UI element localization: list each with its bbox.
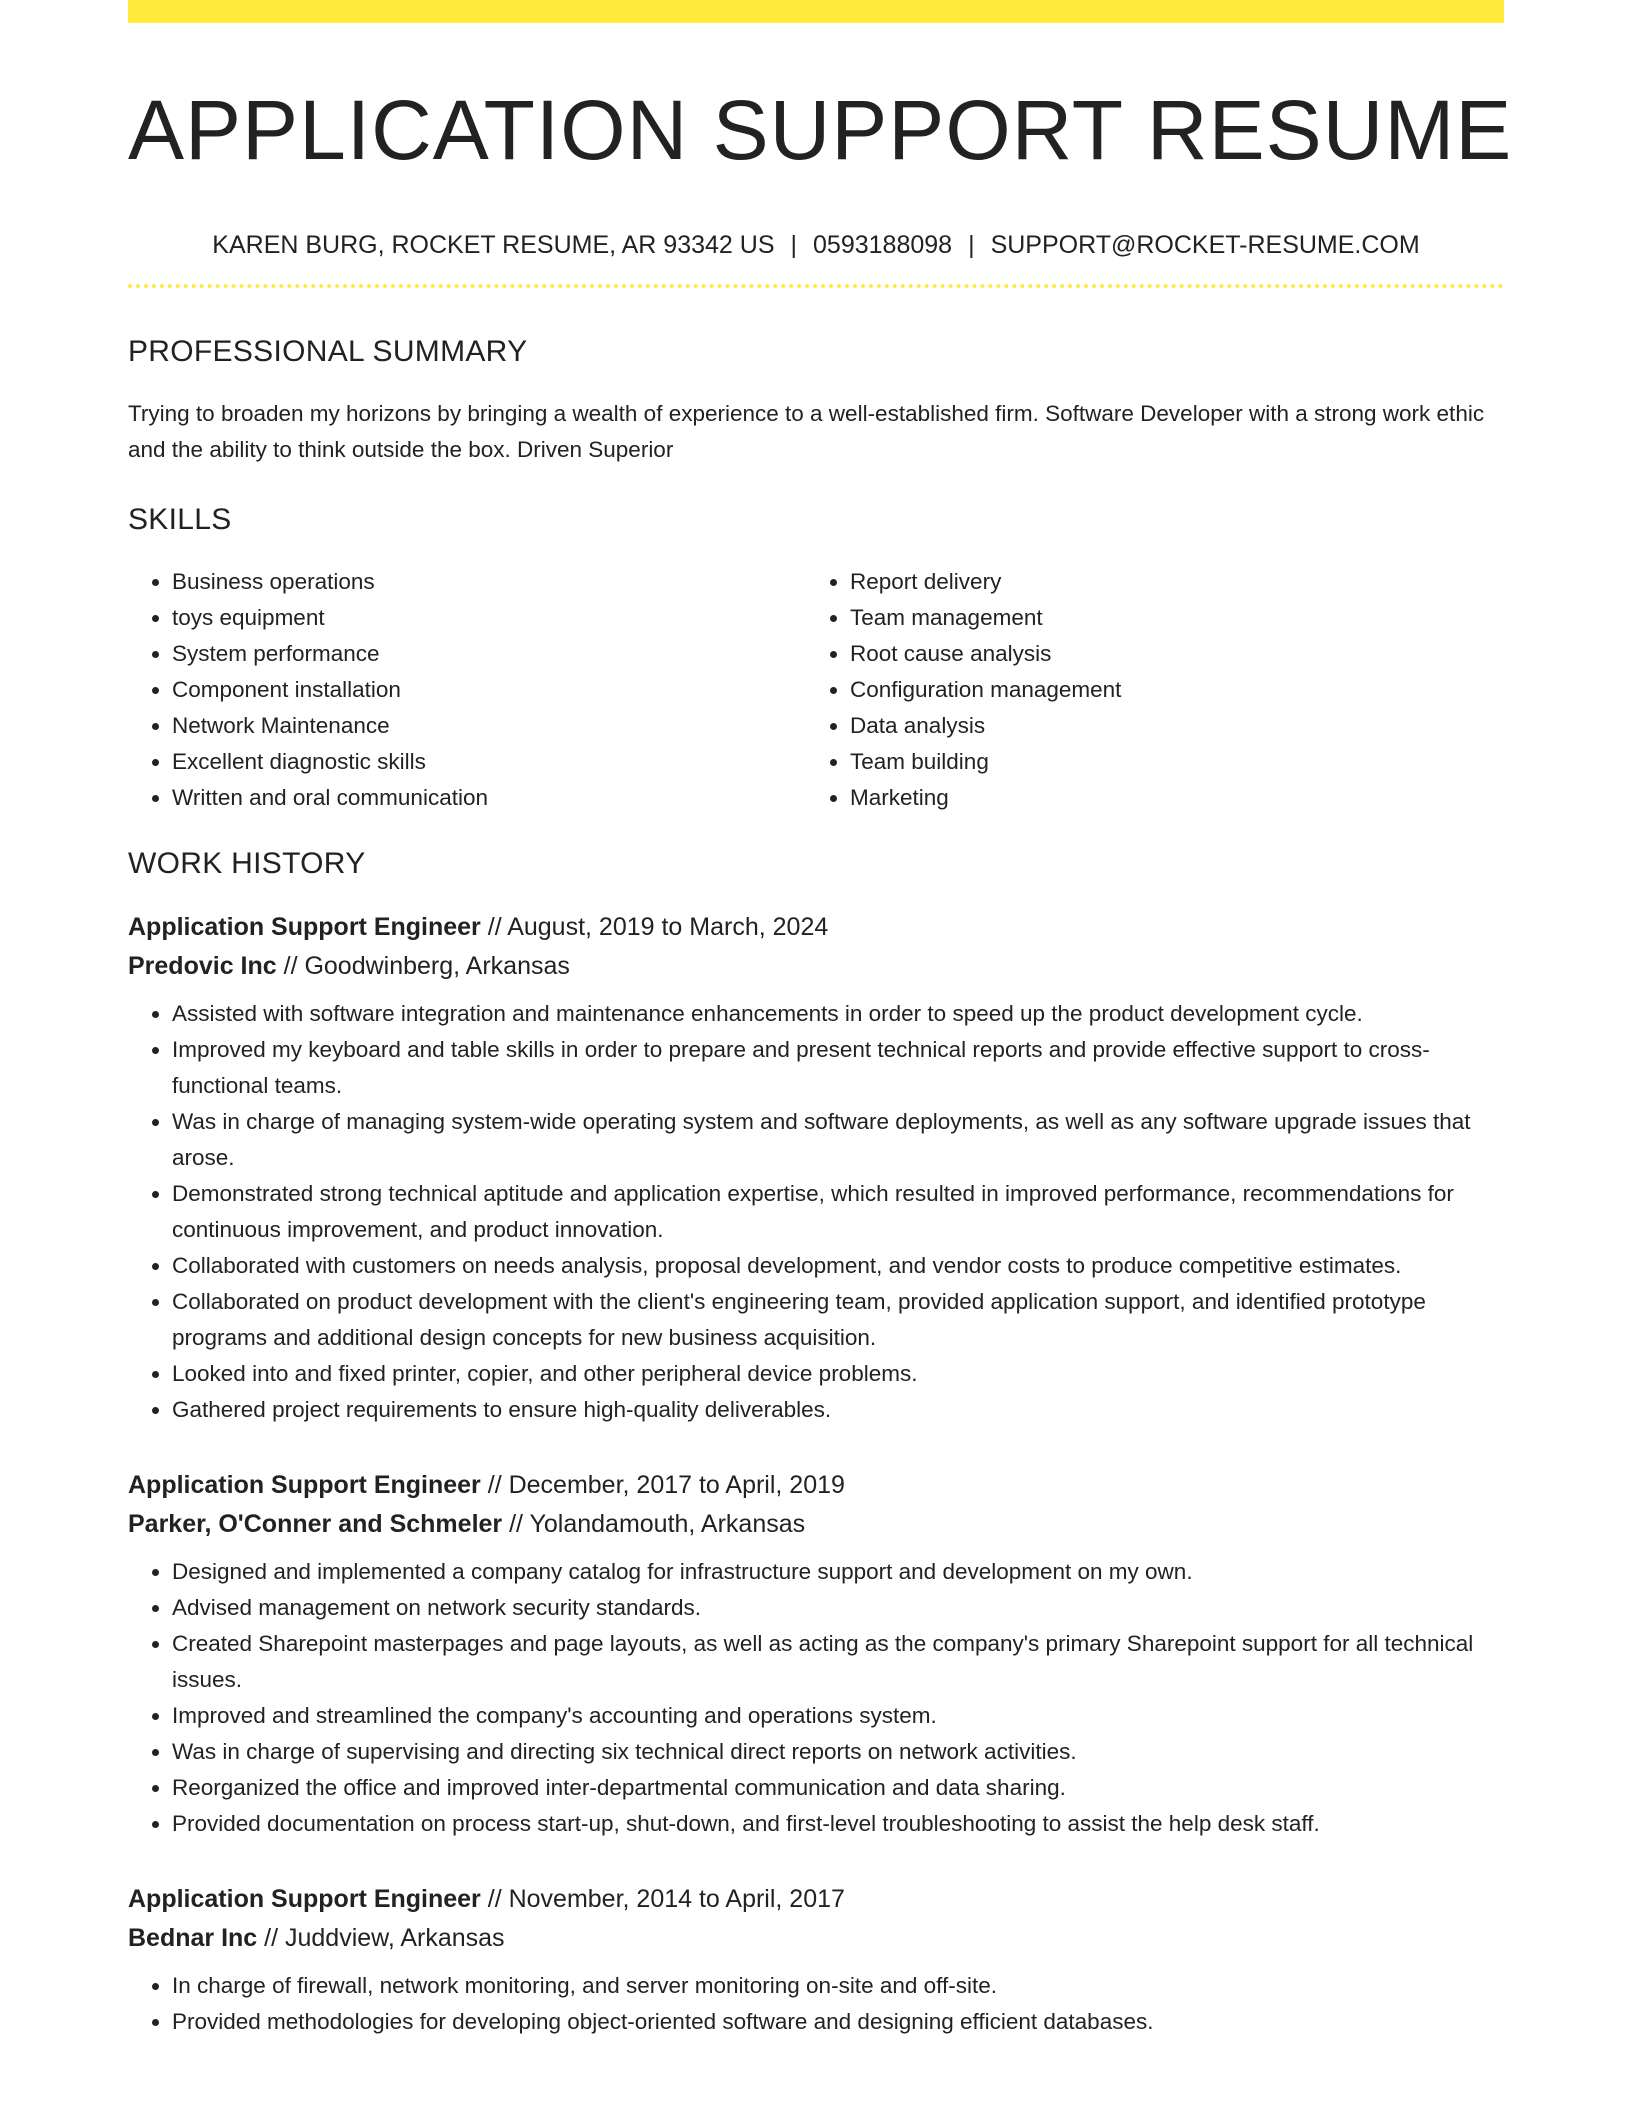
- job-bullet: • Looked into and fixed printer, copier, and other peripheral device problems.: [172, 1356, 1504, 1392]
- job-company: Predovic Inc: [128, 952, 277, 980]
- job-bullet: • Collaborated with customers on needs analysis, proposal development, and vendor costs to produce competitive estimates.: [172, 1248, 1504, 1284]
- skill-item: • Report delivery: [850, 564, 1484, 600]
- job-bullet: • Was in charge of supervising and directing six technical direct reports on network activities.: [172, 1734, 1504, 1770]
- dotted-divider: [128, 284, 1504, 288]
- job-bullet: • Gathered project requirements to ensure high-quality deliverables.: [172, 1392, 1504, 1428]
- skill-item: • Network Maintenance: [172, 708, 806, 744]
- job-bullet: • Demonstrated strong technical aptitude and application expertise, which resulted in improved performance, recommendations for continuous improvement, and product innovation.: [172, 1176, 1504, 1248]
- job-bullet: • Provided documentation on process start-up, shut-down, and first-level troubleshooting to assist the help desk staff.: [172, 1806, 1504, 1842]
- skill-item: • Business operations: [172, 564, 806, 600]
- job-dates: // November, 2014 to April, 2017: [480, 1885, 845, 1913]
- job-bullet: • In charge of firewall, network monitoring, and server monitoring on-site and off-site.: [172, 1968, 1504, 2004]
- job-company: Bednar Inc: [128, 1924, 258, 1952]
- skill-item: • Configuration management: [850, 672, 1484, 708]
- job-bullet-list: [128, 1968, 1504, 2040]
- job-bullet: • Assisted with software integration and maintenance enhancements in order to speed up the product development cycle.: [172, 996, 1504, 1032]
- skill-item: • Team building: [850, 744, 1484, 780]
- job-location: // Juddview, Arkansas: [257, 1924, 505, 1952]
- contact-line: [128, 228, 1504, 262]
- skill-item: • Marketing: [850, 780, 1484, 816]
- contact-email: SUPPORT@ROCKET-RESUME.COM: [990, 231, 1420, 259]
- resume-content: [128, 0, 1513, 2040]
- job-entry: [128, 908, 1504, 1428]
- job-location: // Goodwinberg, Arkansas: [276, 952, 570, 980]
- job-dates: // December, 2017 to April, 2019: [480, 1471, 845, 1499]
- job-bullet: • Created Sharepoint masterpages and page layouts, as well as acting as the company's primary Sharepoint support for all technical issues.: [172, 1626, 1504, 1698]
- work-history-heading: WORK HISTORY: [128, 847, 366, 880]
- summary-heading: PROFESSIONAL SUMMARY: [128, 335, 528, 368]
- contact-address: KAREN BURG, ROCKET RESUME, AR 93342 US: [212, 231, 775, 259]
- contact-phone: 0593188098: [813, 231, 953, 259]
- resume-title: APPLICATION SUPPORT RESUME: [128, 83, 1513, 177]
- job-title-line: [128, 1880, 1504, 1919]
- contact-separator: |: [968, 231, 975, 259]
- skill-item: • Component installation: [172, 672, 806, 708]
- skills-list-right: [806, 564, 1484, 816]
- job-bullet: • Improved and streamlined the company's accounting and operations system.: [172, 1698, 1504, 1734]
- contact-separator: |: [790, 231, 798, 259]
- skills-heading: SKILLS: [128, 503, 232, 536]
- job-bullet: • Designed and implemented a company catalog for infrastructure support and development on my own.: [172, 1554, 1504, 1590]
- job-company-line: [128, 1919, 1504, 1958]
- skill-item: • Data analysis: [850, 708, 1484, 744]
- job-bullet: • Advised management on network security standards.: [172, 1590, 1504, 1626]
- job-bullet-list: [128, 1554, 1504, 1842]
- skills-grid: [128, 564, 1504, 816]
- job-company: Parker, O'Conner and Schmeler: [128, 1510, 503, 1538]
- job-company-line: [128, 947, 1504, 986]
- job-title-line: [128, 1466, 1504, 1505]
- job-title: Application Support Engineer: [128, 1885, 481, 1913]
- skill-item: • toys equipment: [172, 600, 806, 636]
- job-bullet: • Collaborated on product development with the client's engineering team, provided application support, and identified prototype programs and additional design concepts for new business acquisition.: [172, 1284, 1504, 1356]
- job-bullet: • Improved my keyboard and table skills in order to prepare and present technical reports and provide effective support to cross-functional teams.: [172, 1032, 1504, 1104]
- job-title: Application Support Engineer: [128, 1471, 481, 1499]
- skill-item: • Team management: [850, 600, 1484, 636]
- job-company-line: [128, 1505, 1504, 1544]
- skill-item: • Root cause analysis: [850, 636, 1484, 672]
- job-entry: [128, 1466, 1504, 1842]
- summary-text: Trying to broaden my horizons by bringing a wealth of experience to a well-established firm. Software Developer with a strong work ethic and the ability to think outside the box. Driven Superior: [128, 401, 1485, 462]
- job-entry: [128, 1880, 1504, 2040]
- skills-list-left: [128, 564, 806, 816]
- skill-item: • System performance: [172, 636, 806, 672]
- job-location: // Yolandamouth, Arkansas: [502, 1510, 806, 1538]
- job-bullet: • Reorganized the office and improved inter-departmental communication and data sharing.: [172, 1770, 1504, 1806]
- job-title-line: [128, 908, 1504, 947]
- job-bullet-list: [128, 996, 1504, 1428]
- job-bullet: • Provided methodologies for developing object-oriented software and designing efficient databases.: [172, 2004, 1504, 2040]
- skill-item: • Written and oral communication: [172, 780, 806, 816]
- job-bullet: • Was in charge of managing system-wide operating system and software deployments, as well as any software upgrade issues that arose.: [172, 1104, 1504, 1176]
- job-dates: // August, 2019 to March, 2024: [480, 913, 829, 941]
- skill-item: • Excellent diagnostic skills: [172, 744, 806, 780]
- job-title: Application Support Engineer: [128, 913, 481, 941]
